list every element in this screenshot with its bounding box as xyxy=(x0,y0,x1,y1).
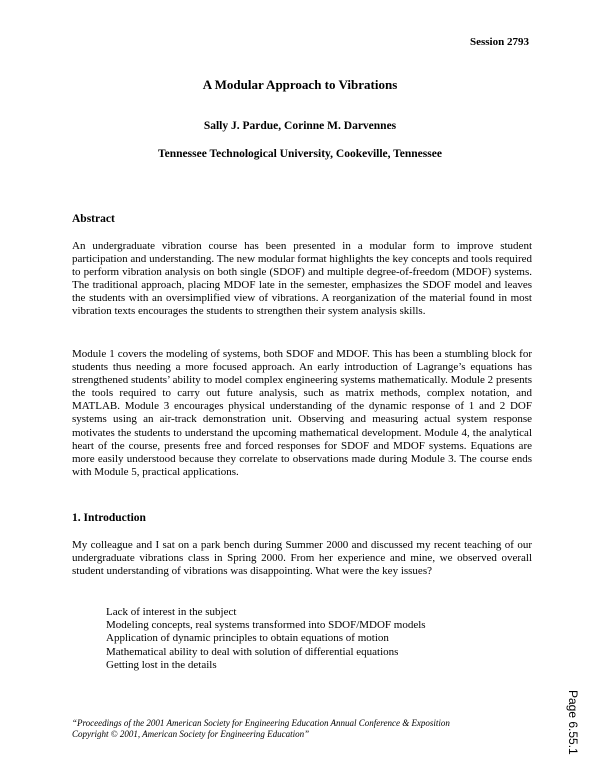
affiliation: Tennessee Technological University, Cookeville, Tennessee xyxy=(158,148,442,160)
issues-list xyxy=(106,606,426,672)
page-number: Page 6.55.1 xyxy=(566,690,580,755)
list-item: Lack of interest in the subject xyxy=(106,606,237,618)
abstract-paragraph-2: Module 1 covers the modeling of systems, both SDOF and MDOF. This has been a stumbling block for students thus needing a more focused approach. An early introduction of Lagrange’s equations has strengthened students’ ability to model complex engineering systems mathematically. Module 2 presents the tools required to carry out future analysis, such as matrix methods, complex notation, and MATLAB. Module 3 encourages physical understanding of the dynamic response of 1 and 2 DOF systems using an air-track demonstration unit. Observing and measuring actual system response motivates the students to understand the upcoming mathematical development. Module 4, the analytical heart of the course, presents free and forced responses for SDOF and MDOF systems. Equations are more easily understood because they correlate to observations made during Module 3. The course ends with Module 5, practical applications. xyxy=(72,348,532,478)
introduction-paragraph-1: My colleague and I sat on a park bench during Summer 2000 and discussed my recent teaching of our undergraduate vibrations class in Spring 2000. From her experience and mine, we observed overall student understanding of vibrations was disappointing. What were the key issues? xyxy=(72,539,532,578)
list-item: Getting lost in the details xyxy=(106,658,217,671)
abstract-heading: Abstract xyxy=(72,213,115,225)
footer xyxy=(72,718,450,740)
paper-title: A Modular Approach to Vibrations xyxy=(202,77,398,92)
list-item: Modeling concepts, real systems transformed into SDOF/MDOF models xyxy=(106,619,426,632)
footer-line-1: “Proceedings of the 2001 American Society for Engineering Education Annual Conference & Exposition xyxy=(72,718,450,728)
list-item: Mathematical ability to deal with solution of differential equations xyxy=(106,645,399,658)
introduction-heading: 1. Introduction xyxy=(72,512,146,524)
list-item: Application of dynamic principles to obtain equations of motion xyxy=(106,632,389,645)
footer-line-2: Copyright © 2001, American Society for Engineering Education” xyxy=(72,729,310,739)
session-number: Session 2793 xyxy=(470,36,529,48)
abstract-paragraph-1: An undergraduate vibration course has been presented in a modular form to improve student participation and understanding. The new modular format highlights the key concepts and tools required to perform vibration analysis on both single (SDOF) and multiple degree-of-freedom (MDOF) systems. The traditional approach, placing MDOF late in the semester, emphasizes the SDOF model and leaves the students with an oversimplified view of vibrations. A reorganization of the material found in most vibration texts encourages the students to strengthen their system analysis skills. xyxy=(72,240,532,318)
authors: Sally J. Pardue, Corinne M. Darvennes xyxy=(203,120,397,132)
